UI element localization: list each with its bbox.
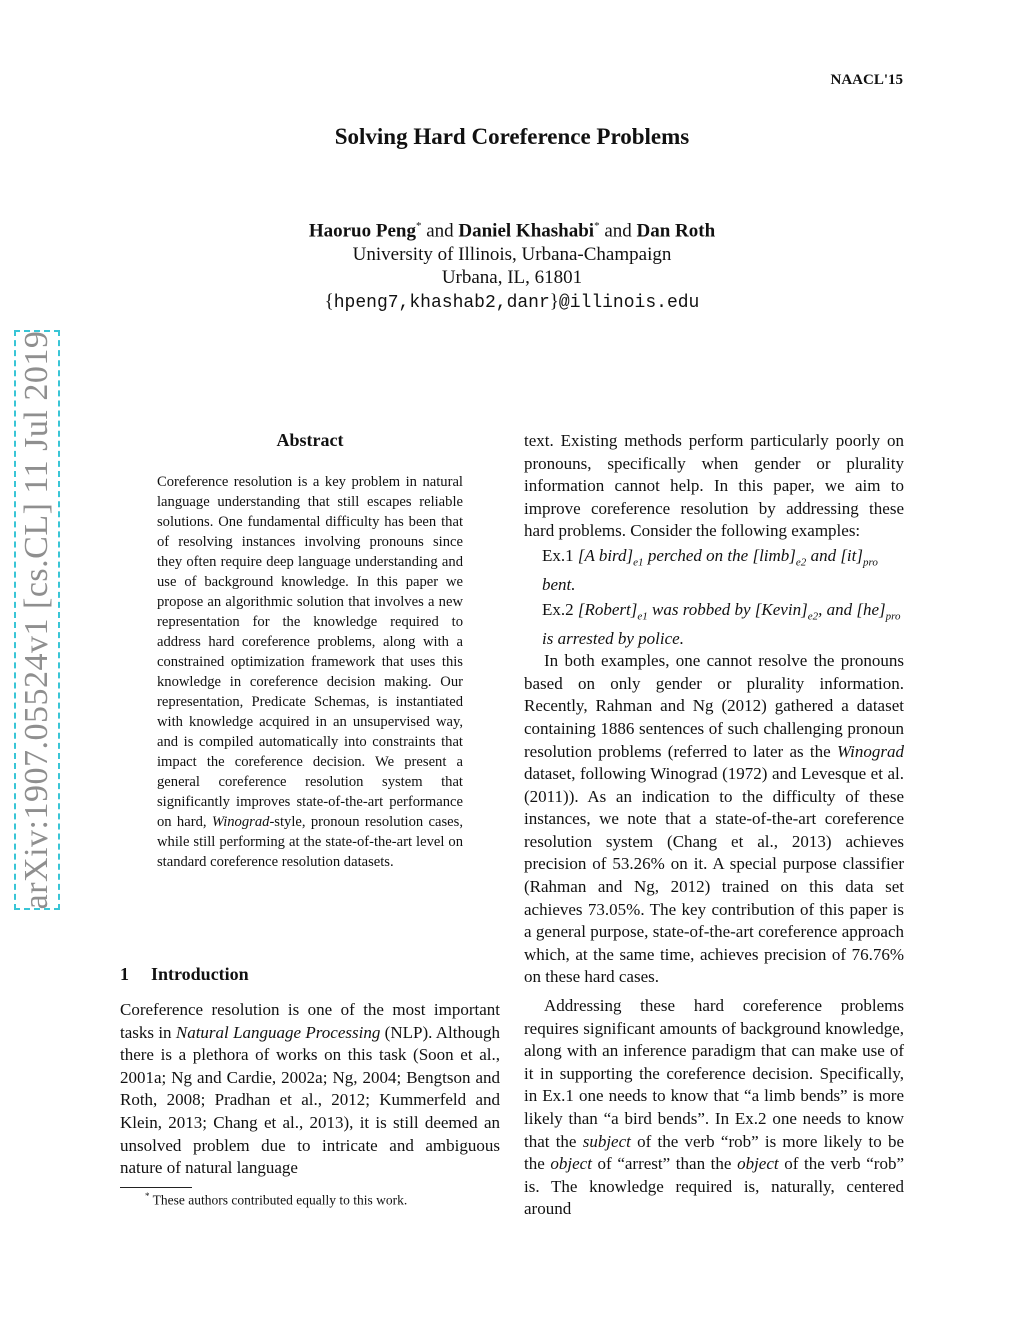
example-1: Ex.1 [A $bird]_{e1}$ perched on the $[\lim b]_{e2}$ and $[it]_{pro}$ bent. [542,545,878,594]
intro-paragraph: Coreference resolution is one of the most important tasks in Natural Language Processing (NLP). Although there is a plethora of works on this task (Soon et al., 2001a; Ng and Cardie, 2002a; Ng, 2004; Bengtson and Roth, 2008; Pradhan et al., 2012; Kummerfeld and Klein, 2013; Chang et al., 2013), it is still deemed an unsolved problem due to intricate and ambiguous nature of natural language [120,1000,500,1178]
author-line: Haoruo Peng* and Daniel Khashabi* and Dan Roth [308,220,716,242]
affiliation: University of Illinois, Urbana-Champaign [352,243,672,265]
footnote [145,1191,407,1209]
example-label: Ex.2 [542,599,574,619]
section-number: 1 [120,964,129,984]
footnote-rule [120,1187,192,1188]
author-name: Daniel Khashabi [458,220,595,242]
abstract-heading: Abstract [276,430,344,450]
example-2: Ex.2 $[Robert]_{e1}$ was robbed by $[Kevin]_{e2}$, and $[he]_{pro}$ is arrested by police. [542,599,901,648]
example-label: Ex.1 [542,545,574,565]
footnote-text: These authors contributed equally to this work. [152,1192,408,1208]
author-name: Dan Roth [636,220,716,242]
equal-contribution-mark: * [594,220,600,232]
paragraph: In both examples, one cannot resolve the pronouns based on only gender or plurality information. Recently, Rahman and Ng (2012) gathered a dataset containing 1886 sentences of such challenging pronoun resolution problems (referred to later as the Winograd dataset, following Winograd (1972) and Levesque et al. (2011)). As an indication to the difficulty of these instances, we note that a state-of-the-art coreference resolution system (Chang et al., 2013) achieves precision of 53.26% on it. A special purpose classifier (Rahman and Ng, 2012) trained on this data set achieves 73.05%. The key contribution of this paper is a general purpose, state-of-the-art coreference approach which, at the same time, achieves precision of 76.76% on these hard cases. [524,651,904,987]
paragraph: text. Existing methods perform particularly poorly on pronouns, specifically when gender or plurality information cannot help. In this paper, we aim to improve coreference resolution by addressing these hard problems. Consider the following examples: [524,431,904,541]
section-heading [120,964,249,985]
author-name: Haoruo Peng [308,220,416,242]
venue-label: NAACL'15 [830,72,903,88]
author-block [0,215,1024,315]
paragraph: Addressing these hard coreference problems requires significant amounts of background knowledge, along with an inference paradigm that can make use of it in supporting the coreference decision. Specifically, in Ex.1 one needs to know that “a limb bends” is more likely than “a bird bends”. In Ex.2 one needs to know that the subject of the verb “rob” is more likely to be the object of “arrest” than the object of the verb “rob” is. The knowledge required is, naturally, centered around [524,996,905,1219]
footnote-mark: * [145,1191,150,1201]
paper-title: Solving Hard Coreference Problems [334,124,690,149]
arxiv-stamp [14,330,60,910]
right-column [524,430,904,1221]
section-title: Introduction [151,964,249,984]
abstract-body: Coreference resolution is a key problem in natural language understanding that still escapes reliable solutions. One fundamental difficulty has been that of resolving instances involving pronouns since they often require deep language understanding and use of background knowledge. In this paper we propose an algorithmic solution that involves a new representation for the knowledge required to address hard coreference problems, along with a constrained optimization framework that uses this knowledge in coreference decision making. Our representation, Predicate Schemas, is instantiated with knowledge acquired in an unsupervised way, and is compiled automatically into constraints that impact the coreference decision. We present a general coreference resolution system that significantly improves state-of-the-art performance on hard, Winograd-style, pronoun resolution cases, while still performing at the state-of-the-art level on standard coreference resolution datasets. [157,474,463,870]
author-emails: {hpeng7,khashab2,danr}@illinois.edu [324,290,700,313]
equal-contribution-mark: * [415,220,422,232]
address: Urbana, IL, 61801 [441,267,583,289]
arxiv-stamp-text: arXiv:1907.05524v1 [cs.CL] 11 Jul 2019 [18,330,55,910]
